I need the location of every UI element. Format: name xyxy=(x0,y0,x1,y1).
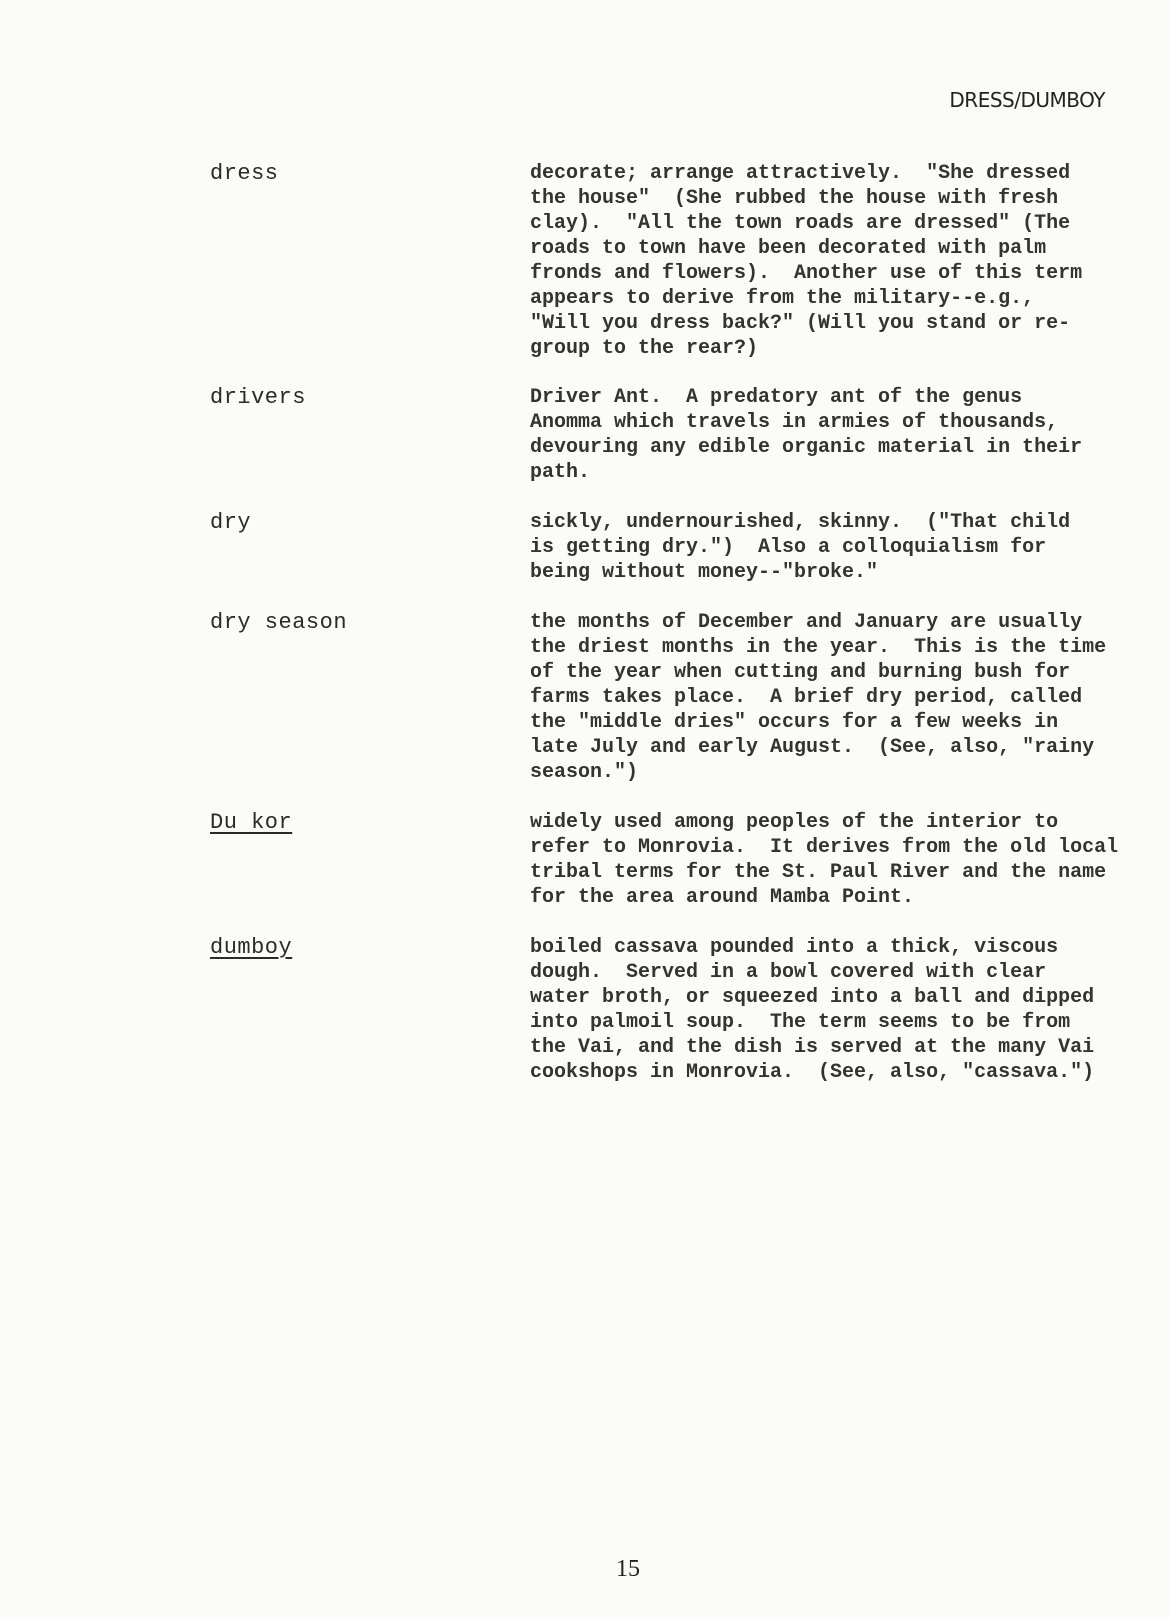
entry-term: dress xyxy=(210,161,279,186)
definition-line: Anomma which travels in armies of thousands, xyxy=(530,411,1059,434)
definition-line: boiled cassava pounded into a thick, viscous xyxy=(530,936,1059,959)
entry-definition xyxy=(530,610,1150,785)
running-head: DRESS/DUMBOY xyxy=(949,88,1105,112)
definition-line: the "middle dries" occurs for a few weeks in xyxy=(530,711,1059,734)
definition-line: dough. Served in a bowl covered with clear xyxy=(530,961,1047,984)
definition-line: being without money--"broke." xyxy=(530,561,879,584)
entry-definition xyxy=(530,385,1150,485)
definition-line: devouring any edible organic material in their xyxy=(530,436,1083,459)
definition-line: path. xyxy=(530,461,591,484)
entry-term: drivers xyxy=(210,385,306,410)
definition-line: decorate; arrange attractively. "She dressed xyxy=(530,162,1071,185)
definition-line: refer to Monrovia. It derives from the old local xyxy=(530,836,1119,859)
definition-line: the driest months in the year. This is the time xyxy=(530,636,1107,659)
entry-term: dry season xyxy=(210,610,348,635)
definition-line: "Will you dress back?" (Will you stand or re- xyxy=(530,312,1071,335)
definition-line: for the area around Mamba Point. xyxy=(530,886,915,909)
entry-term: dumboy xyxy=(210,935,293,960)
definition-line: into palmoil soup. The term seems to be from xyxy=(530,1011,1071,1034)
definition-line: water broth, or squeezed into a ball and dipped xyxy=(530,986,1095,1009)
entry-term: Du kor xyxy=(210,810,293,835)
definition-line: sickly, undernourished, skinny. ("That child xyxy=(530,511,1071,534)
definition-line: the Vai, and the dish is served at the many Vai xyxy=(530,1036,1095,1059)
definition-line: appears to derive from the military--e.g., xyxy=(530,287,1035,310)
definition-line: fronds and flowers). Another use of this term xyxy=(530,262,1083,285)
definition-line: season.") xyxy=(530,761,639,784)
entry-definition xyxy=(530,810,1150,910)
definition-line: late July and early August. (See, also, "rainy xyxy=(530,736,1095,759)
definition-line: the months of December and January are usually xyxy=(530,611,1083,634)
definition-line: farms takes place. A brief dry period, called xyxy=(530,686,1083,709)
definition-line: clay). "All the town roads are dressed" (The xyxy=(530,212,1071,235)
entry-definition xyxy=(530,161,1150,361)
page-number: 15 xyxy=(616,1556,640,1582)
entry-term: dry xyxy=(210,510,252,535)
entry-definition xyxy=(530,510,1150,585)
definition-line: widely used among peoples of the interior to xyxy=(530,811,1059,834)
definition-line: the house" (She rubbed the house with fresh xyxy=(530,187,1059,210)
definition-line: Driver Ant. A predatory ant of the genus xyxy=(530,386,1023,409)
definition-line: is getting dry.") Also a colloquialism for xyxy=(530,536,1047,559)
definition-line: roads to town have been decorated with palm xyxy=(530,237,1047,260)
entry-definition xyxy=(530,935,1150,1085)
definition-line: cookshops in Monrovia. (See, also, "cassava.") xyxy=(530,1061,1095,1084)
definition-line: tribal terms for the St. Paul River and the name xyxy=(530,861,1107,884)
definition-line: of the year when cutting and burning bush for xyxy=(530,661,1071,684)
definition-line: group to the rear?) xyxy=(530,337,759,360)
